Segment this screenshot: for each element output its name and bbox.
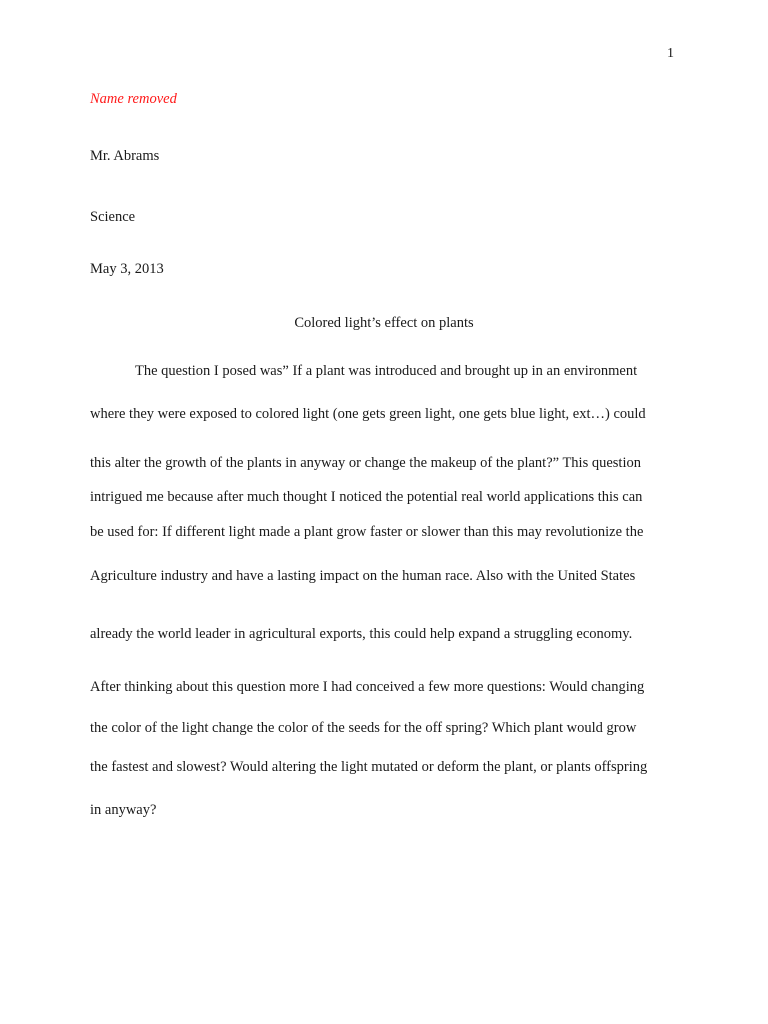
paragraph-line: the fastest and slowest? Would altering the light mutated or deform the plant, or plants offspring bbox=[90, 759, 648, 775]
teacher-name: Mr. Abrams bbox=[90, 148, 160, 164]
paragraph-line: already the world leader in agricultural exports, this could help expand a struggling economy. bbox=[90, 626, 633, 642]
student-name: Name removed bbox=[90, 91, 177, 107]
paragraph-line: where they were exposed to colored light (one gets green light, one gets blue light, ext…) could bbox=[90, 406, 646, 422]
paragraph-line: be used for: If different light made a plant grow faster or slower than this may revolutionize the bbox=[90, 524, 644, 540]
paragraph-line: After thinking about this question more I had conceived a few more questions: Would changing bbox=[90, 679, 645, 695]
paragraph-line: in anyway? bbox=[90, 802, 157, 818]
paragraph-line: intrigued me because after much thought I noticed the potential real world applications this can bbox=[90, 489, 643, 505]
paragraph-line: Agriculture industry and have a lasting impact on the human race. Also with the United States bbox=[90, 568, 636, 584]
subject: Science bbox=[90, 209, 136, 225]
paragraph-line: the color of the light change the color of the seeds for the off spring? Which plant would grow bbox=[90, 720, 637, 736]
date: May 3, 2013 bbox=[90, 261, 164, 277]
paragraph-line: this alter the growth of the plants in anyway or change the makeup of the plant?” This question bbox=[90, 455, 641, 471]
document-title: Colored light’s effect on plants bbox=[294, 315, 474, 331]
page-number: 1 bbox=[667, 46, 674, 61]
paragraph-line: The question I posed was” If a plant was introduced and brought up in an environment bbox=[135, 363, 638, 379]
